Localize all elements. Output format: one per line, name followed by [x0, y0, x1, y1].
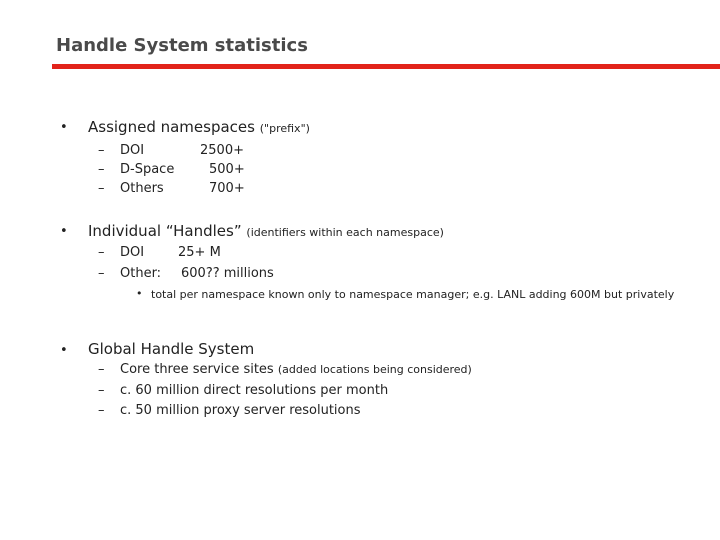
dash-marker: – [98, 383, 105, 398]
namespace-label-others: Others [120, 181, 164, 196]
bullet-marker: • [60, 120, 68, 135]
title-rule [52, 64, 720, 69]
bullet-marker: • [60, 224, 68, 239]
dash-marker: – [98, 181, 105, 196]
bullet-namespaces-text: Assigned namespaces ("prefix") [88, 118, 310, 136]
dash-marker: – [98, 266, 105, 281]
namespace-label-dspace: D-Space [120, 162, 175, 177]
bullet-handles-note: (identifiers within each namespace) [246, 226, 444, 239]
namespace-value-dspace: 500+ [209, 162, 245, 177]
global-item-sites-note: (added locations being considered) [277, 363, 472, 376]
subnote-text: total per namespace known only to namespace manager; e.g. LANL adding 600M but privately [151, 288, 675, 301]
bullet-marker: • [60, 343, 68, 358]
handle-value-doi: 25+ M [178, 245, 221, 260]
namespace-label-doi: DOI [120, 143, 145, 158]
global-item-proxy: c. 50 million proxy server resolutions [120, 403, 361, 418]
bullet-namespaces-note: ("prefix") [259, 122, 310, 135]
dash-marker: – [98, 245, 105, 260]
handle-value-other: 600?? millions [181, 266, 274, 281]
dash-marker: – [98, 143, 105, 158]
bullet-handles-text: Individual “Handles” (identifiers within each namespace) [88, 222, 444, 240]
slide-title: Handle System statistics [56, 35, 308, 56]
dash-marker: – [98, 362, 105, 377]
global-item-sites: Core three service sites (added locations being considered) [120, 362, 472, 377]
subnote-marker: • [136, 287, 143, 300]
handle-label-doi: DOI [120, 245, 145, 260]
handle-label-other: Other: [120, 266, 162, 281]
dash-marker: – [98, 403, 105, 418]
bullet-global-text: Global Handle System [88, 340, 255, 358]
global-item-direct: c. 60 million direct resolutions per month [120, 383, 389, 398]
namespace-value-others: 700+ [209, 181, 245, 196]
namespace-value-doi: 2500+ [200, 143, 244, 158]
dash-marker: – [98, 162, 105, 177]
